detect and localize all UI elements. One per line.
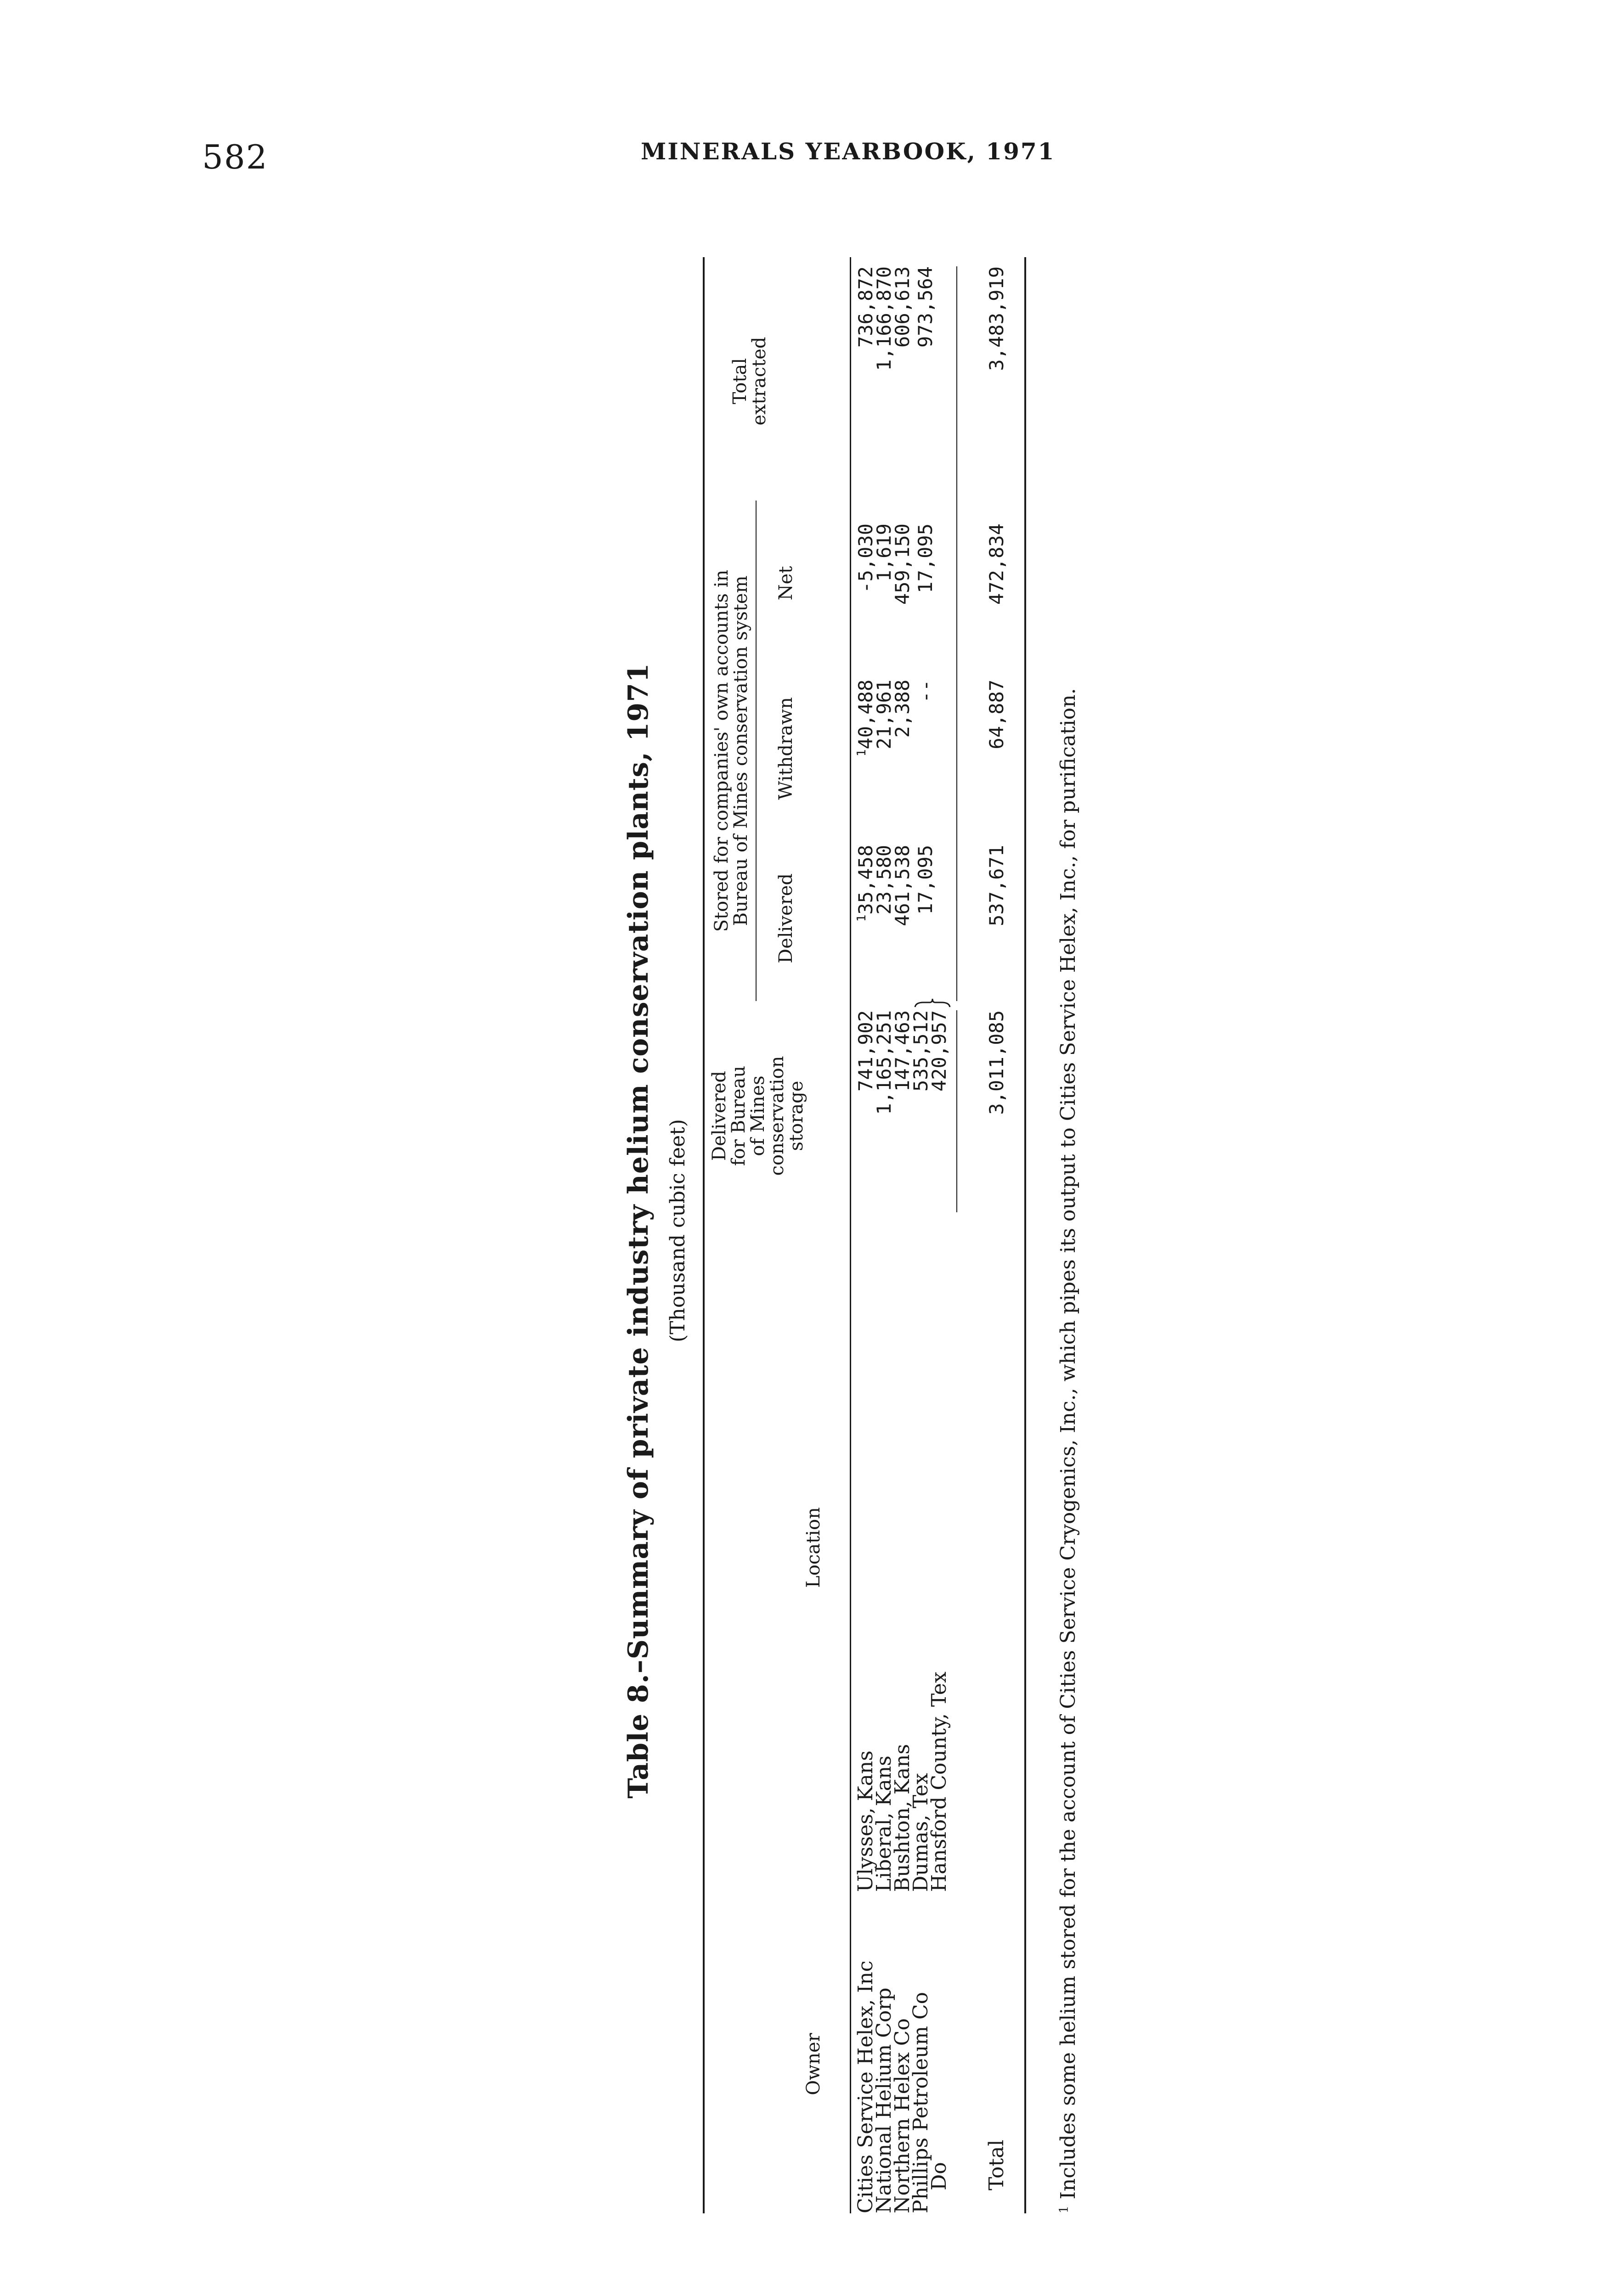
net-cell: 17,095 <box>914 523 937 593</box>
stored-delivered-cell: 23,580 <box>873 845 895 915</box>
header-sub-net: Net <box>775 566 796 601</box>
stored-total-rule <box>956 266 957 1001</box>
header-stored-line1: Stored for companies' own accounts in <box>711 569 732 932</box>
header-sub-withdrawn: Withdrawn <box>775 697 796 800</box>
owner-cell: Cities Service Helex, Inc <box>854 1960 877 2213</box>
delivered-bom-cell: 741,902 <box>854 1010 877 1092</box>
page-number: 582 <box>202 138 268 176</box>
rotated-table-wrapper <box>611 239 1098 2223</box>
total-label: Total <box>985 2139 1008 2190</box>
header-stored-rule <box>756 501 757 1001</box>
header-total-line2: extracted <box>749 337 770 426</box>
header-bottom-rule <box>850 257 851 2213</box>
total-cell: 1,166,870 <box>873 266 895 371</box>
grand-total: 3,483,919 <box>985 266 1008 371</box>
location-cell: Bushton, Kans <box>891 1744 914 1892</box>
header-stored-line2: Bureau of Mines conservation system <box>730 575 751 926</box>
owner-cell: Northern Helex Co <box>891 2018 914 2213</box>
withdrawn-cell: -- <box>914 680 937 703</box>
owner-cell: National Helium Corp <box>872 1987 896 2213</box>
header-delivered-bom-line5: storage <box>786 1080 807 1151</box>
footnote-mark: 1 <box>1057 2206 1071 2213</box>
net-cell: 459,150 <box>891 523 914 605</box>
header-delivered-bom-line3: of Mines <box>747 1075 768 1156</box>
location-cell: Liberal, Kans <box>872 1756 896 1892</box>
total-cell: 736,872 <box>854 266 877 348</box>
location-cell: Dumas, Tex <box>909 1773 932 1892</box>
owner-cell: Do <box>927 2162 951 2190</box>
footnote-ref: 1 <box>855 914 869 922</box>
net-cell: 1,619 <box>873 523 895 582</box>
header-stored <box>712 501 751 1001</box>
table-subtitle: (Thousand cubic feet) <box>666 1119 689 1343</box>
location-cell: Hansford County, Tex <box>927 1671 951 1892</box>
stored-delivered-value: 35,458 <box>854 845 877 915</box>
footnote-ref: 1 <box>855 749 869 757</box>
header-delivered-bom-line1: Delivered <box>709 1071 730 1161</box>
net-cell: -5,030 <box>854 523 877 593</box>
header-delivered-bom <box>710 1006 806 1226</box>
total-cell: 606,613 <box>891 266 914 348</box>
delivered-bom-cell: 535,512 <box>909 1010 932 1092</box>
delivered-bom-cell: 420,957 <box>928 1010 950 1092</box>
table-top-rule <box>703 257 705 2213</box>
withdrawn-value: 40,488 <box>854 680 877 749</box>
footnote-text: Includes some helium stored for the account of Cities Service Cryogenics, Inc., which pipes its output to Cities Service Helex, Inc., for purification. <box>1056 688 1080 2200</box>
stored-delivered-total: 537,671 <box>985 845 1008 927</box>
header-location: Location <box>803 1507 824 1588</box>
header-owner: Owner <box>803 2033 824 2095</box>
withdrawn-cell <box>854 680 877 836</box>
table-title: Table 8.–Summary of private industry helium conservation plants, 1971 <box>622 663 655 1799</box>
header-delivered-bom-line2: for Bureau <box>728 1065 749 1166</box>
stored-delivered-cell <box>854 845 877 1001</box>
helium-table <box>611 239 1098 2223</box>
delivered-bom-cell: 1,165,251 <box>873 1010 895 1115</box>
running-title: MINERALS YEARBOOK, 1971 <box>641 138 1056 165</box>
row-bracket <box>914 997 951 1008</box>
table-bottom-rule <box>1024 257 1026 2213</box>
table-footnote <box>1056 688 1080 2213</box>
withdrawn-cell: 2,388 <box>891 680 914 738</box>
owner-cell: Phillips Petroleum Co <box>909 1992 932 2213</box>
stored-delivered-cell: 17,095 <box>914 845 937 915</box>
total-cell: 973,564 <box>914 266 937 348</box>
stored-delivered-cell: 461,538 <box>891 845 914 927</box>
header-sub-delivered: Delivered <box>775 873 796 963</box>
delivered-bom-total: 3,011,085 <box>985 1010 1008 1115</box>
header-total-extracted <box>730 266 769 496</box>
withdrawn-cell: 21,961 <box>873 680 895 749</box>
net-total: 472,834 <box>985 523 1008 605</box>
delivered-bom-cell: 147,463 <box>891 1010 914 1092</box>
delivered-bom-total-rule <box>956 1010 957 1212</box>
header-total-line1: Total <box>729 358 751 405</box>
location-cell: Ulysses, Kans <box>854 1750 877 1892</box>
withdrawn-total: 64,887 <box>985 680 1008 749</box>
header-delivered-bom-line4: conservation <box>767 1056 788 1176</box>
